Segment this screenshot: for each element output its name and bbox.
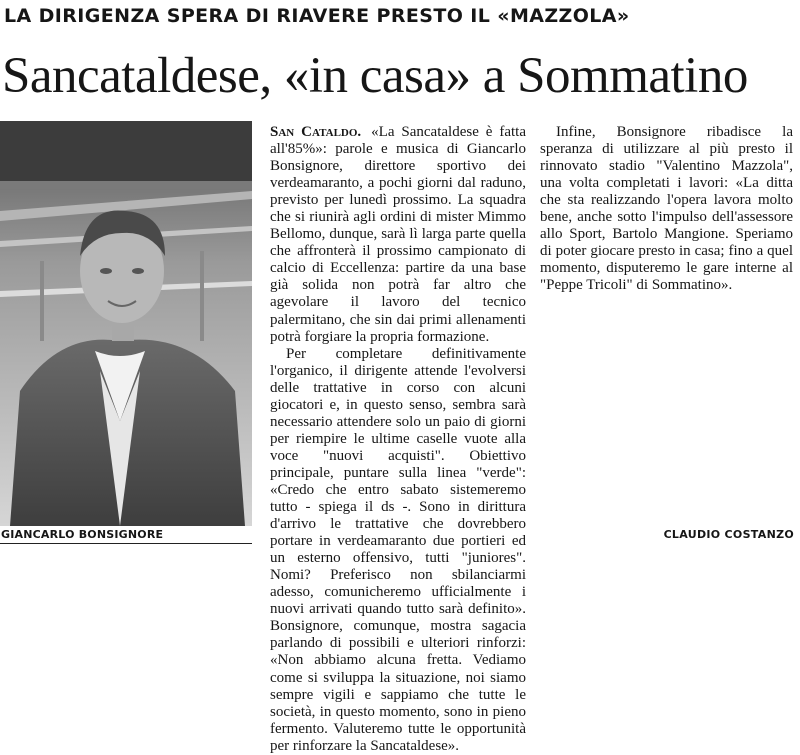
dateline: San Cataldo. xyxy=(270,124,362,140)
kicker: LA DIRIGENZA SPERA DI RIAVERE PRESTO IL «MAZZOLA» xyxy=(4,5,630,27)
article-column-1 xyxy=(270,124,526,755)
photo-caption: GIANCARLO BONSIGNORE xyxy=(1,528,164,541)
author-byline: CLAUDIO COSTANZO xyxy=(663,528,794,541)
headline: Sancataldese, «in casa» a Sommatino xyxy=(2,48,748,104)
paragraph-text: «La Sancataldese è fatta all'85%»: parole e musica di Giancarlo Bonsignore, direttore sportivo dei verdeamaranto, a pochi giorni dal raduno, previsto per lunedì prossimo. La squadra che si riunirà agli ordini di mister Mimmo Bellomo, dunque, sarà lì larga parte quella che affronterà il prossimo campionato di calcio di Eccellenza: partire da una base già solida non potrà far altro che agevolare il lavoro del tecnico palermitano, che sin dai primi allenamenti potrà forgiare la propria formazione. xyxy=(270,124,526,345)
paragraph: Per completare definitivamente l'organico, il dirigente attende l'evolversi delle trattative in corso con alcuni giocatori e, in questo senso, sembra sarà necessario attendere solo un paio di giorni per riempire le ultime caselle vuote alla voce "nuovi acquisti". Obiettivo principale, puntare sulla linea "verde": «Credo che entro sabato sistemeremo tutto - spiega il ds -. Sono in dirittura d'arrivo le trattative che dovrebbero portare in verdeamaranto due portieri ed un esterno offensivo, tutti "juniores". Nomi? Preferisco non sbilanciarmi adesso, comunicheremo ufficialmente i nuovi arrivati quando tutto sarà definito». Bonsignore, comunque, mostra sagacia parlando di possibili e ulteriori rinforzi: «Non abbiamo alcuna fretta. Vediamo come si sviluppa la situazione, noi siamo sempre vigili e sappiamo che tutte le società, in questo momento, sono in pieno fermento. Valuteremo tutte le opportunità per rinforzare la Sancataldese». xyxy=(270,345,526,754)
paragraph: Infine, Bonsignore ribadisce la speranza di utilizzare al più presto il rinnovato stadio "Valentino Mazzola", una volta completati i lavori: «La ditta che sta realizzando l'opera lavora molto bene, anche sotto l'impulso dell'assessore allo Sport, Bartolo Mangione. Speriamo di poter giocare presto in casa; fino a quel momento, disputeremo le gare interne al "Peppe Tricoli" di Sommatino». xyxy=(540,124,793,294)
paragraph xyxy=(270,124,526,346)
portrait-photo xyxy=(0,121,252,526)
caption-divider xyxy=(0,543,252,544)
article-column-2 xyxy=(540,124,793,294)
